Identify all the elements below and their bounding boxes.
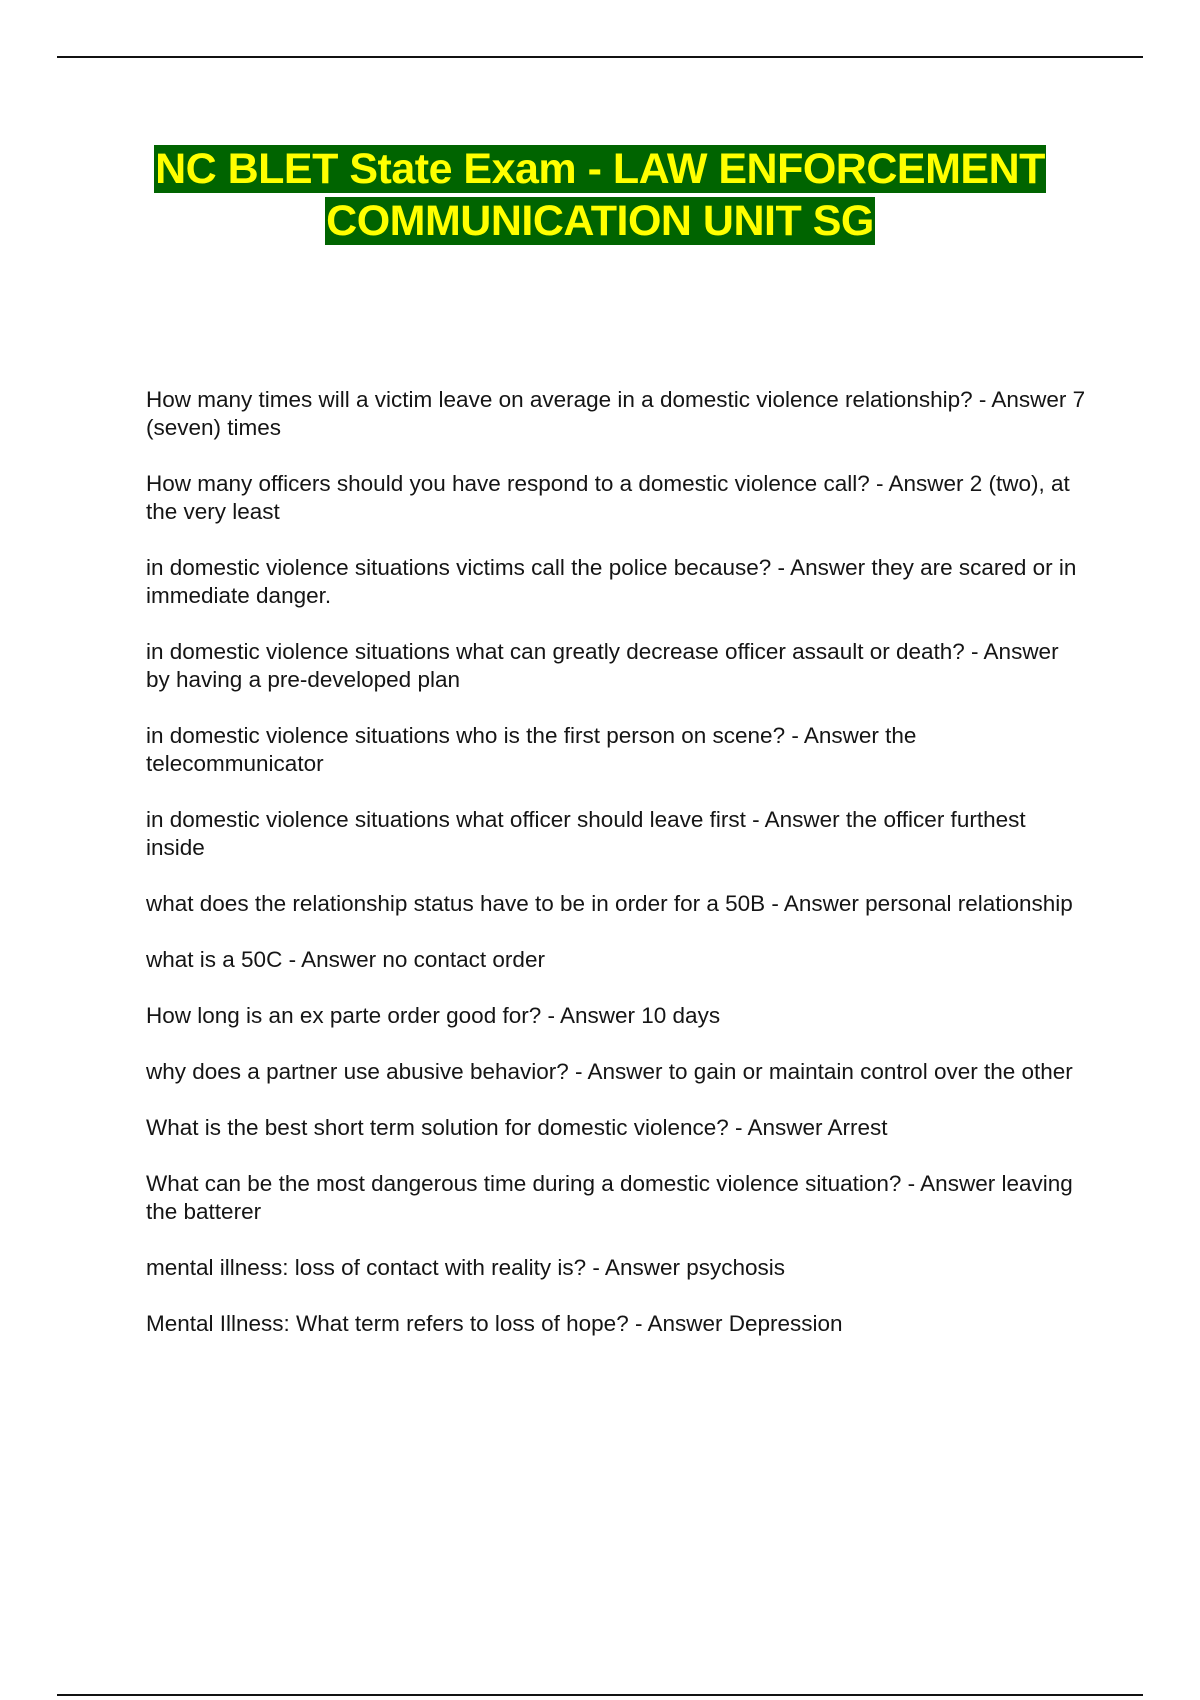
qa-item: in domestic violence situations who is the first person on scene? - Answer the telecommunicator — [146, 723, 917, 776]
qa-item: in domestic violence situations what officer should leave first - Answer the officer furthest inside — [146, 807, 1026, 860]
qa-item: in domestic violence situations victims call the police because? - Answer they are scared or in immediate danger. — [146, 555, 1077, 608]
qa-item: What is the best short term solution for domestic violence? - Answer Arrest — [146, 1115, 888, 1140]
qa-item: How many officers should you have respond to a domestic violence call? - Answer 2 (two), at the very least — [146, 471, 1070, 524]
document-title-block — [120, 143, 1080, 247]
qa-item: How many times will a victim leave on average in a domestic violence relationship? - Answer 7 (seven) times — [146, 387, 1086, 440]
qa-item: How long is an ex parte order good for? - Answer 10 days — [146, 1003, 721, 1028]
bottom-rule — [57, 1694, 1143, 1696]
qa-item: what does the relationship status have to be in order for a 50B - Answer personal relationship — [146, 891, 1073, 916]
qa-item: mental illness: loss of contact with reality is? - Answer psychosis — [146, 1255, 785, 1280]
qa-item: in domestic violence situations what can greatly decrease officer assault or death? - Answer by having a pre-developed plan — [146, 639, 1059, 692]
qa-item: why does a partner use abusive behavior? - Answer to gain or maintain control over the other — [146, 1059, 1073, 1084]
top-rule — [57, 56, 1143, 58]
document-title: NC BLET State Exam - LAW ENFORCEMENT COMMUNICATION UNIT SG — [155, 145, 1045, 245]
qa-item: what is a 50C - Answer no contact order — [146, 947, 545, 972]
qa-item: What can be the most dangerous time during a domestic violence situation? - Answer leaving the batterer — [146, 1171, 1073, 1224]
qa-list — [146, 386, 1086, 1366]
qa-item: Mental Illness: What term refers to loss of hope? - Answer Depression — [146, 1311, 843, 1336]
